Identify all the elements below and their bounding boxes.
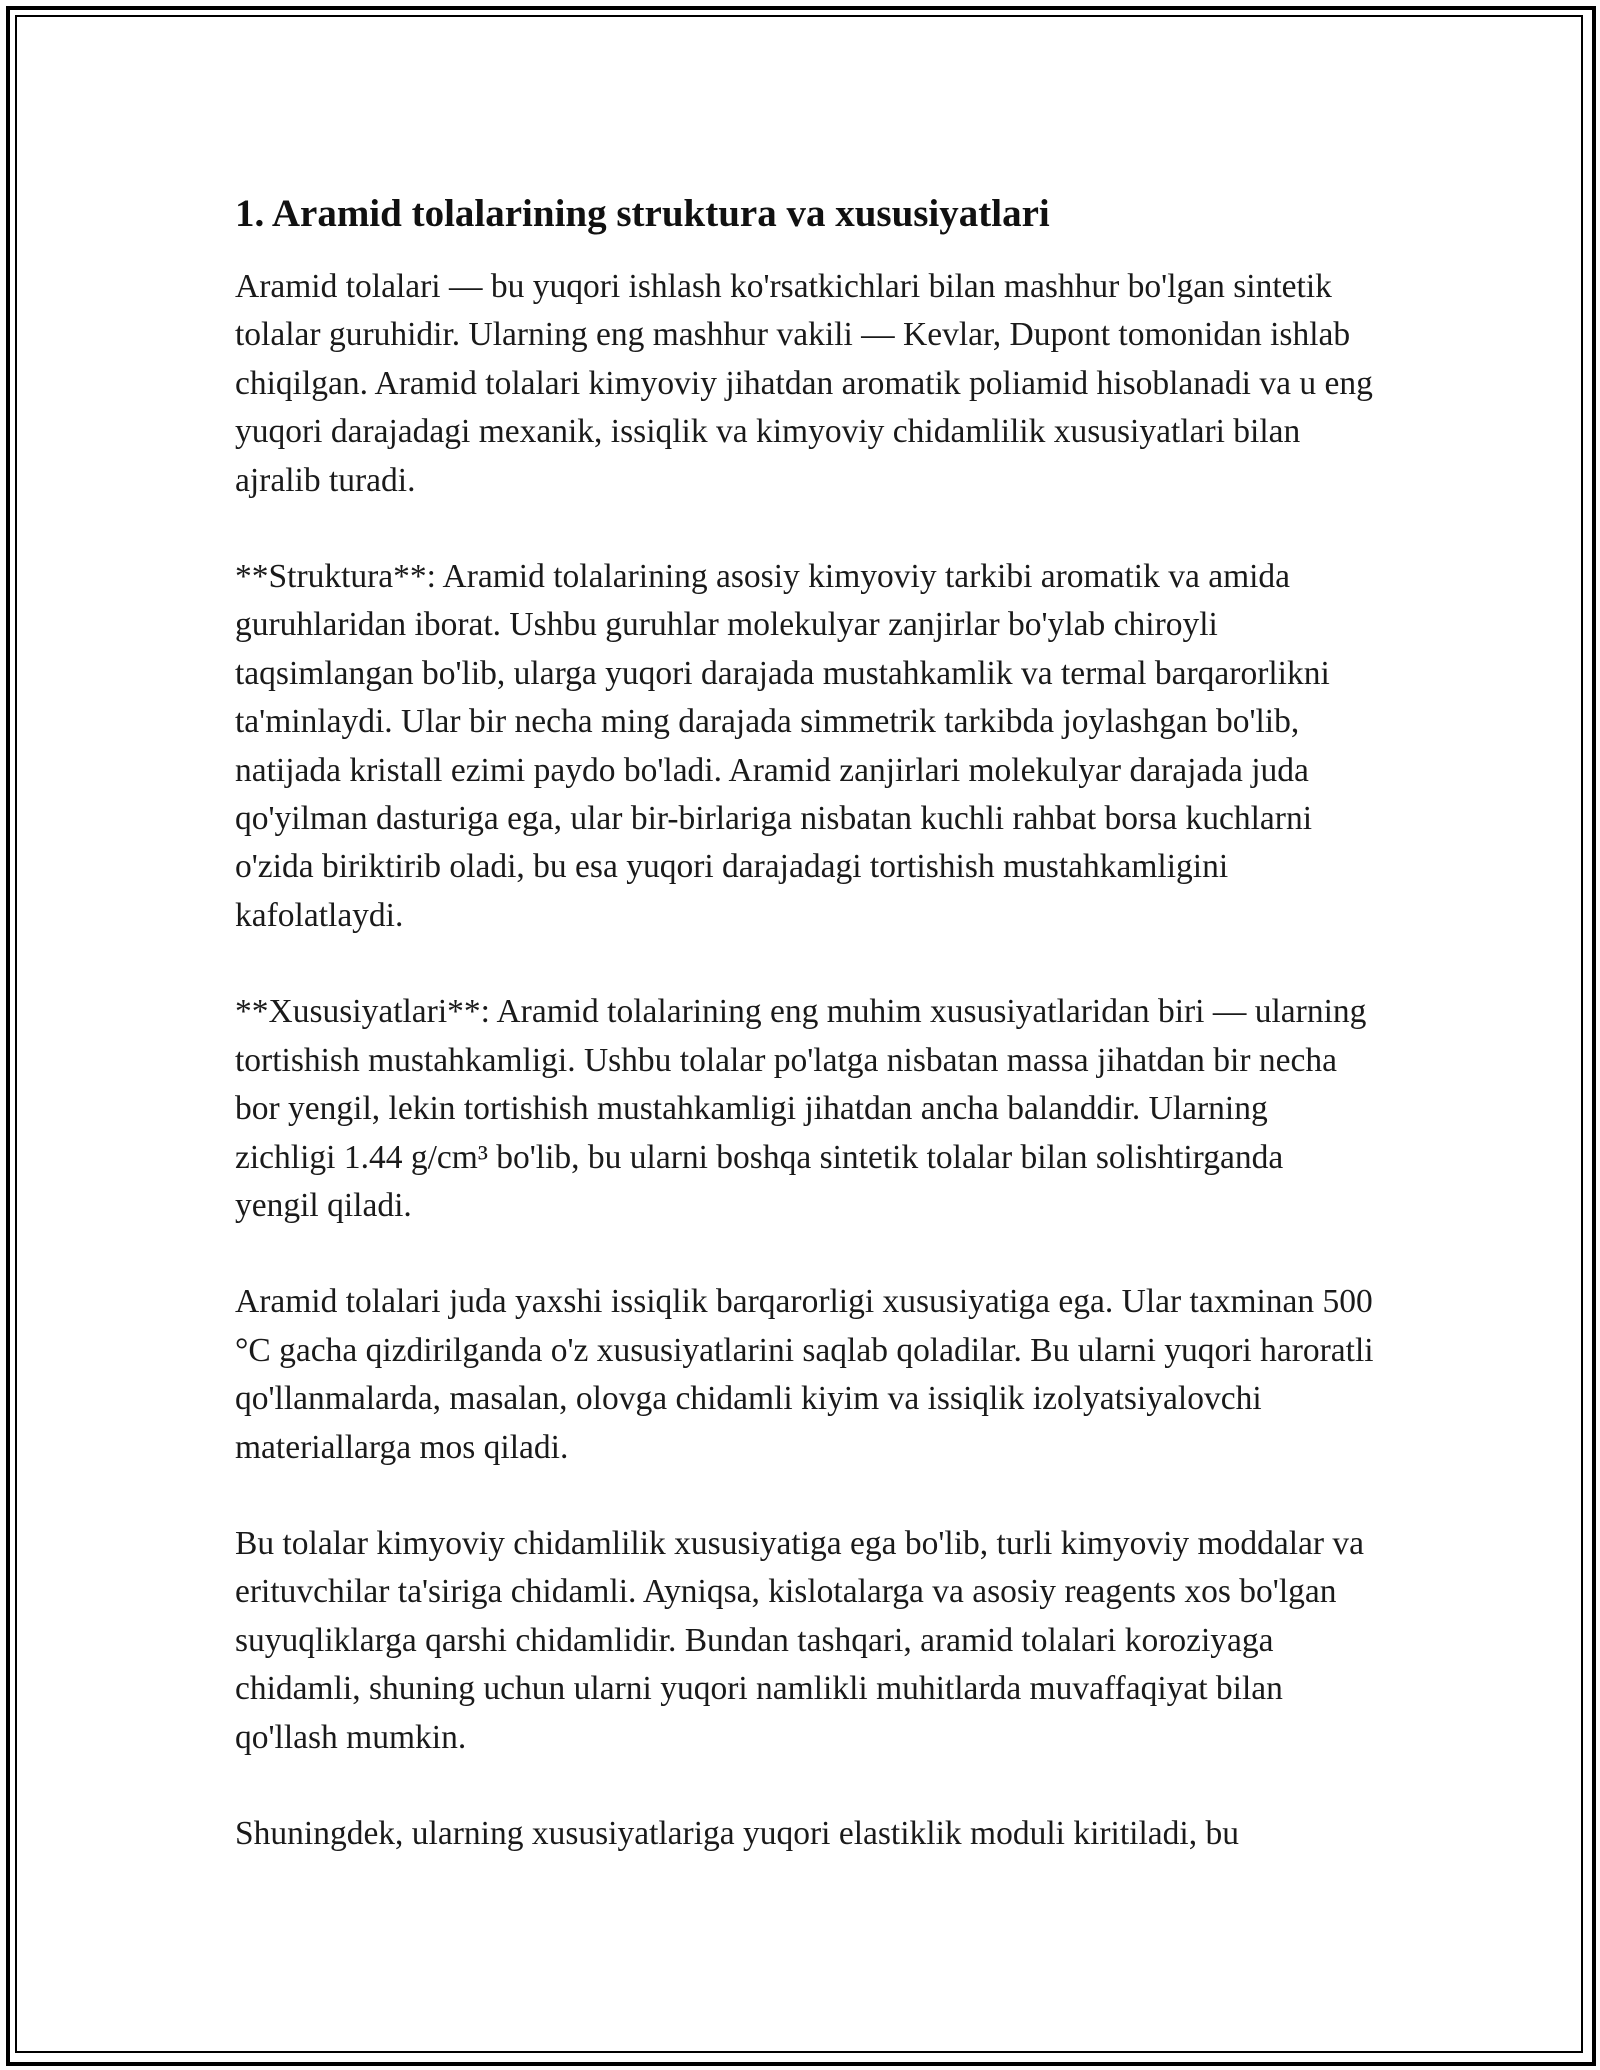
paragraph-intro: Aramid tolalari — bu yuqori ishlash ko'rsatkichlari bilan mashhur bo'lgan sintetik tolalar guruhidir. Ularning eng mashhur vakili — Kevlar, Dupont tomonidan ishlab chiqilgan. Aramid tolalari kimyoviy jihatdan aromatik poliamid hisoblanadi va u eng yuqori darajadagi mexanik, issiqlik va kimyoviy chidamlilik xususiyatlari bilan ajralib turadi. <box>235 268 1373 499</box>
section-heading: 1. Aramid tolalarining struktura va xususiyatlari <box>235 192 1050 235</box>
paragraph-properties: **Xususiyatlari**: Aramid tolalarining eng muhim xususiyatlaridan biri — ularning tortishish mustahkamligi. Ushbu tolalar po'latga nisbatan massa jihatdan bir necha bor yengil, lekin tortishish mustahkamligi jihatdan ancha balanddir. Ularning zichligi 1.44 g/cm³ bo'lib, bu ularni boshqa sintetik tolalar bilan solishtirganda yengil qiladi. <box>235 993 1367 1224</box>
document-body <box>235 186 1375 1858</box>
paragraph-thermal-stability: Aramid tolalari juda yaxshi issiqlik barqarorligi xususiyatiga ega. Ular taxminan 500 °C gacha qizdirilganda o'z xususiyatlarini saqlab qoladilar. Bu ularni yuqori haroratli qo'llanmalarda, masalan, olovga chidamli kiyim va issiqlik izolyatsiyalovchi materiallarga mos qiladi. <box>235 1283 1374 1466</box>
paragraph-chemical-resistance: Bu tolalar kimyoviy chidamlilik xususiyatiga ega bo'lib, turli kimyoviy moddalar va erituvchilar ta'siriga chidamli. Ayniqsa, kislotalarga va asosiy reagents xos bo'lgan suyuqliklarga qarshi chidamlidir. Bundan tashqari, aramid tolalari koroziyaga chidamli, shuning uchun ularni yuqori namlikli muhitlarda muvaffaqiyat bilan qo'llash mumkin. <box>235 1524 1365 1756</box>
paragraph-elasticity: Shuningdek, ularning xususiyatlariga yuqori elastiklik moduli kiritiladi, bu <box>235 1814 1239 1852</box>
paragraph-structure: **Struktura**: Aramid tolalarining asosiy kimyoviy tarkibi aromatik va amida guruhlaridan iborat. Ushbu guruhlar molekulyar zanjirlar bo'ylab chiroyli taqsimlangan bo'lib, ularga yuqori darajada mustahkamlik va termal barqarorlikni ta'minlaydi. Ular bir necha ming darajada simmetrik tarkibda joylashgan bo'lib, natijada kristall ezimi paydo bo'ladi. Aramid zanjirlari molekulyar darajada juda qo'yilman dasturiga ega, ular bir-birlariga nisbatan kuchli rahbat borsa kuchlarni o'zida biriktirib oladi, bu esa yuqori darajadagi tortishish mustahkamligini kafolatlaydi. <box>235 558 1330 934</box>
